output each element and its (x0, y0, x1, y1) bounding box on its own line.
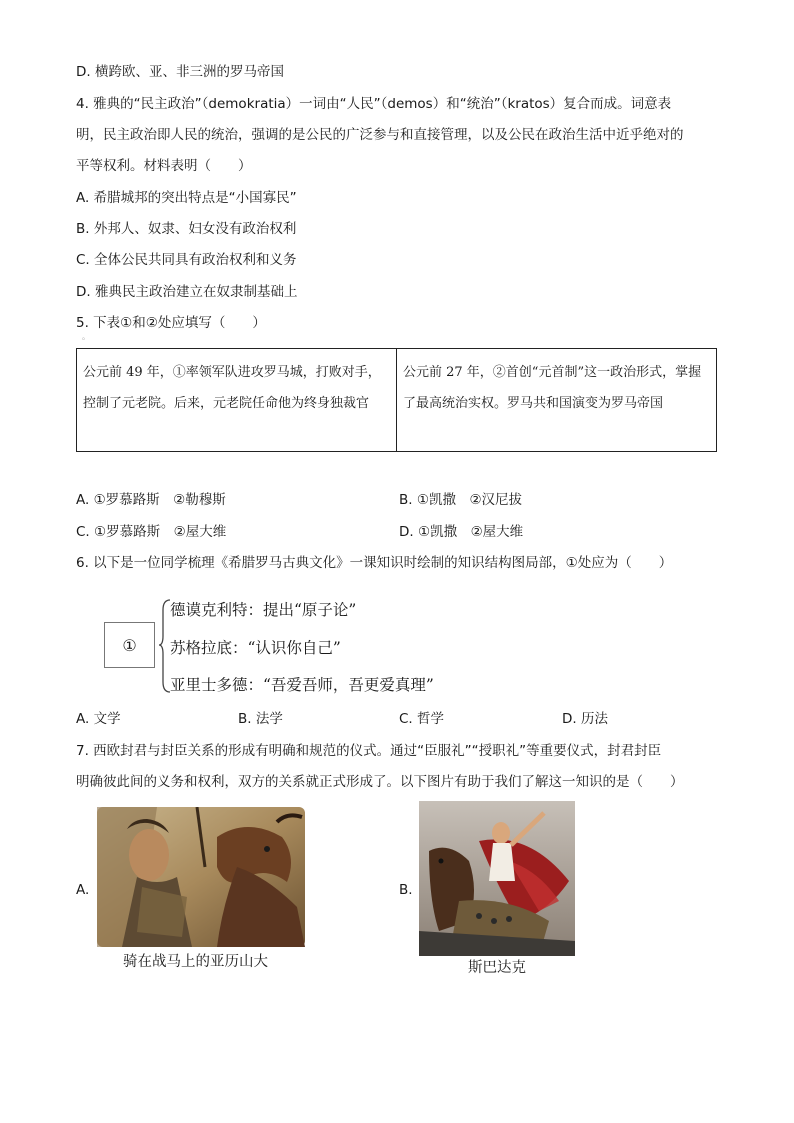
q7-option-b-label: B. (399, 882, 413, 898)
spartacus-image (419, 801, 575, 956)
q4-option-c: C. 全体公民共同具有政治权利和义务 (76, 252, 297, 268)
q5-option-b: B. ①凯撒 ②汉尼拔 (399, 492, 523, 508)
q3-option-d: D. 横跨欧、亚、非三洲的罗马帝国 (76, 64, 284, 80)
q5-option-d: D. ①凯撒 ②屋大维 (399, 524, 524, 540)
q4-option-b: B. 外邦人、奴隶、妇女没有政治权利 (76, 221, 297, 237)
q5-mark: 。 (82, 332, 90, 341)
q4-option-d: D. 雅典民主政治建立在奴隶制基础上 (76, 284, 298, 300)
q7-caption-a: 骑在战马上的亚历山大 (123, 954, 268, 970)
knowledge-structure-diagram (104, 596, 484, 700)
q5-table (76, 348, 717, 452)
q4-stem-line2: 明，民主政治即人民的统治，强调的是公民的广泛参与和直接管理，以及公民在政治生活中近乎绝对的 (76, 127, 684, 143)
q7-option-a-label: A. (76, 882, 90, 898)
q5-table-cell-right: 公元前 27 年，②首创“元首制”这一政治形式，掌握了最高统治实权。罗马共和国演变为罗马帝国 (396, 349, 716, 451)
q6-option-a: A. 文学 (76, 711, 121, 727)
q5-option-a: A. ①罗慕路斯 ②勒穆斯 (76, 492, 226, 508)
q4-stem-line3: 平等权利。材料表明（ ） (76, 158, 252, 174)
q7-stem-line2: 明确彼此间的义务和权利，双方的关系就正式形成了。以下图片有助于我们了解这一知识的是（ ） (76, 774, 684, 790)
q5-table-cell-left: 公元前 49 年，①率领军队进攻罗马城，打败对手，控制了元老院。后来，元老院任命他为终身独裁官 (83, 365, 381, 411)
q6-option-c: C. 哲学 (399, 711, 445, 727)
q6-option-d: D. 历法 (562, 711, 608, 727)
q7-caption-b: 斯巴达克 (468, 960, 526, 976)
q6-option-b: B. 法学 (238, 711, 283, 727)
q5-stem: 5. 下表①和②处应填写（ ） (76, 315, 266, 331)
diagram-item: 亚里士多德：“吾爱吾师，吾更爱真理” (170, 676, 434, 694)
q7-stem-line1: 7. 西欧封君与封臣关系的形成有明确和规范的仪式。通过“臣服礼”“授职礼”等重要仪式，封君封臣 (76, 743, 662, 759)
diagram-blank-box: ① (104, 622, 155, 668)
q4-option-a: A. 希腊城邦的突出特点是“小国寡民” (76, 190, 297, 206)
alexander-mosaic-image (97, 807, 305, 947)
q4-stem-line1: 4. 雅典的“民主政治”（demokratia）一词由“人民”（demos）和“统治”（kratos）复合而成。词意表 (76, 96, 672, 112)
diagram-item: 苏格拉底：“认识你自己” (170, 639, 341, 657)
diagram-item: 德谟克利特：提出“原子论” (170, 601, 357, 619)
q6-stem: 6. 以下是一位同学梳理《希腊罗马古典文化》一课知识时绘制的知识结构图局部，①处应为（ ） (76, 555, 673, 571)
q5-option-c: C. ①罗慕路斯 ②屋大维 (76, 524, 227, 540)
